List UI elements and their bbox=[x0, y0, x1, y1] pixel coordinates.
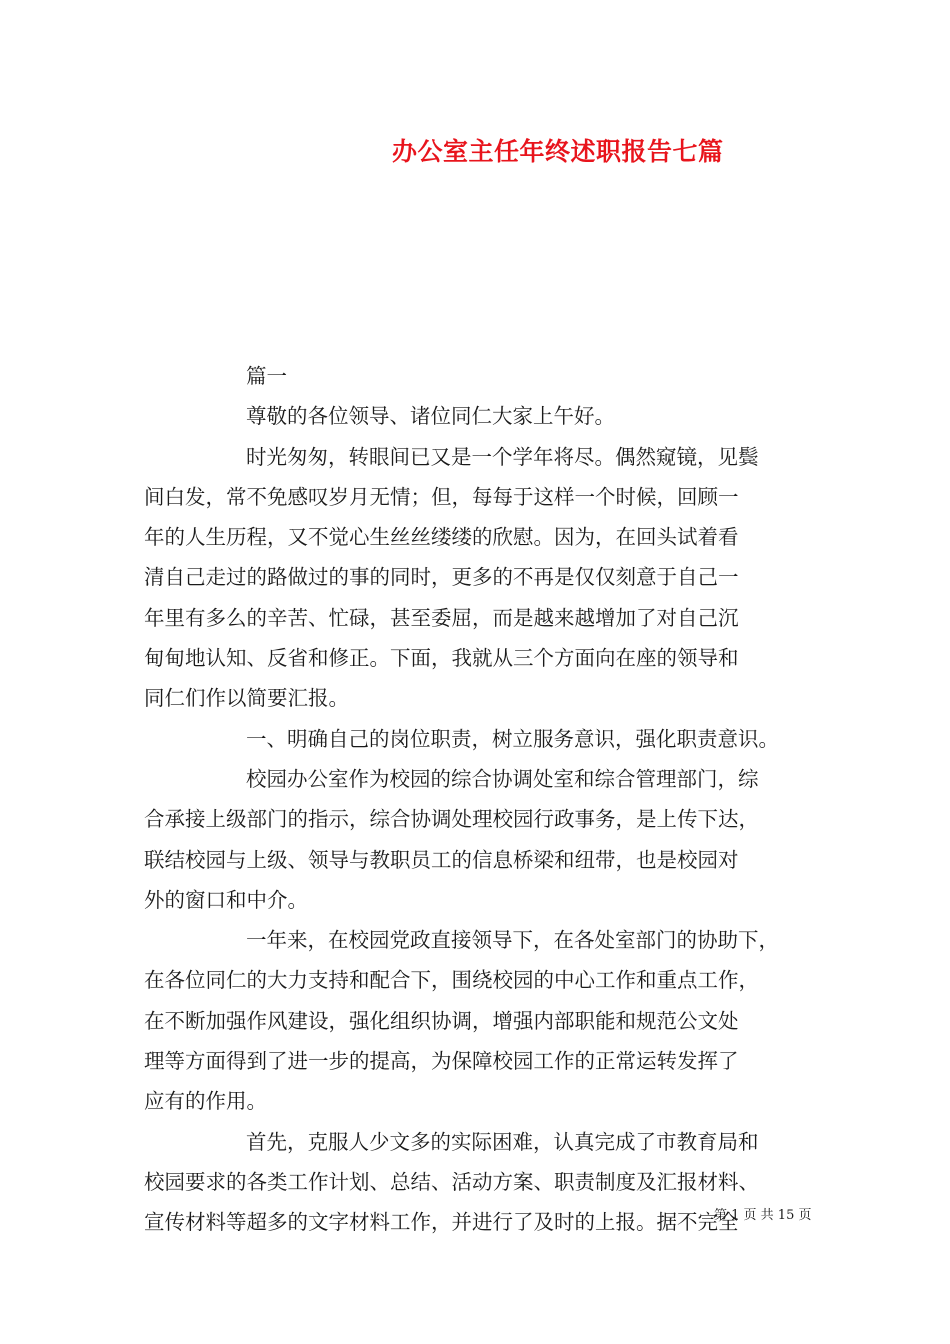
page-number-footer: 第 1 页 共 15 页 bbox=[714, 1208, 812, 1223]
paragraph-line: 理等方面得到了进一步的提高，为保障校园工作的正常运转发挥了 bbox=[144, 1049, 739, 1074]
paragraph-line: 联结校园与上级、领导与教职员工的信息桥梁和纽带，也是校园对 bbox=[144, 847, 739, 872]
paragraph-line: 校园要求的各类工作计划、总结、活动方案、职责制度及汇报材料、 bbox=[144, 1169, 759, 1194]
paragraph-line: 年里有多么的辛苦、忙碌，甚至委屈，而是越来越增加了对自己沉 bbox=[144, 605, 739, 630]
paragraph-line: 首先，克服人少文多的实际困难，认真完成了市教育局和 bbox=[246, 1129, 759, 1154]
paragraph-line: 在各位同仁的大力支持和配合下，围绕校园的中心工作和重点工作， bbox=[144, 968, 759, 993]
paragraph-line: 外的窗口和中介。 bbox=[144, 887, 308, 912]
paragraph-line: 应有的作用。 bbox=[144, 1089, 267, 1114]
paragraph-line: 甸甸地认知、反省和修正。下面，我就从三个方面向在座的领导和 bbox=[144, 646, 739, 671]
document-title: 办公室主任年终述职报告七篇 bbox=[392, 137, 724, 166]
paragraph-line: 在不断加强作风建设，强化组织协调，增强内部职能和规范公文处 bbox=[144, 1008, 739, 1033]
paragraph-line: 宣传材料等超多的文字材料工作，并进行了及时的上报。据不完全 bbox=[144, 1210, 739, 1235]
subheading-line: 一、明确自己的岗位职责，树立服务意识，强化职责意识。 bbox=[246, 726, 779, 751]
paragraph-line: 时光匆匆，转眼间已又是一个学年将尽。偶然窥镜，见鬓 bbox=[246, 444, 759, 469]
salutation-line: 尊敬的各位领导、诸位同仁大家上午好。 bbox=[246, 404, 615, 429]
paragraph-line: 间白发，常不免感叹岁月无情；但，每每于这样一个时候，回顾一 bbox=[144, 484, 739, 509]
document-body bbox=[144, 356, 814, 1243]
paragraph-line: 合承接上级部门的指示，综合协调处理校园行政事务，是上传下达， bbox=[144, 807, 759, 832]
paragraph-line: 一年来，在校园党政直接领导下，在各处室部门的协助下， bbox=[246, 928, 779, 953]
section-heading: 篇一 bbox=[246, 364, 287, 388]
paragraph-line: 校园办公室作为校园的综合协调处室和综合管理部门，综 bbox=[246, 766, 759, 791]
paragraph-line: 年的人生历程，又不觉心生丝丝缕缕的欣慰。因为，在回头试着看 bbox=[144, 525, 739, 550]
paragraph-line: 同仁们作以简要汇报。 bbox=[144, 686, 349, 711]
paragraph-line: 清自己走过的路做过的事的同时，更多的不再是仅仅刻意于自己一 bbox=[144, 565, 739, 590]
